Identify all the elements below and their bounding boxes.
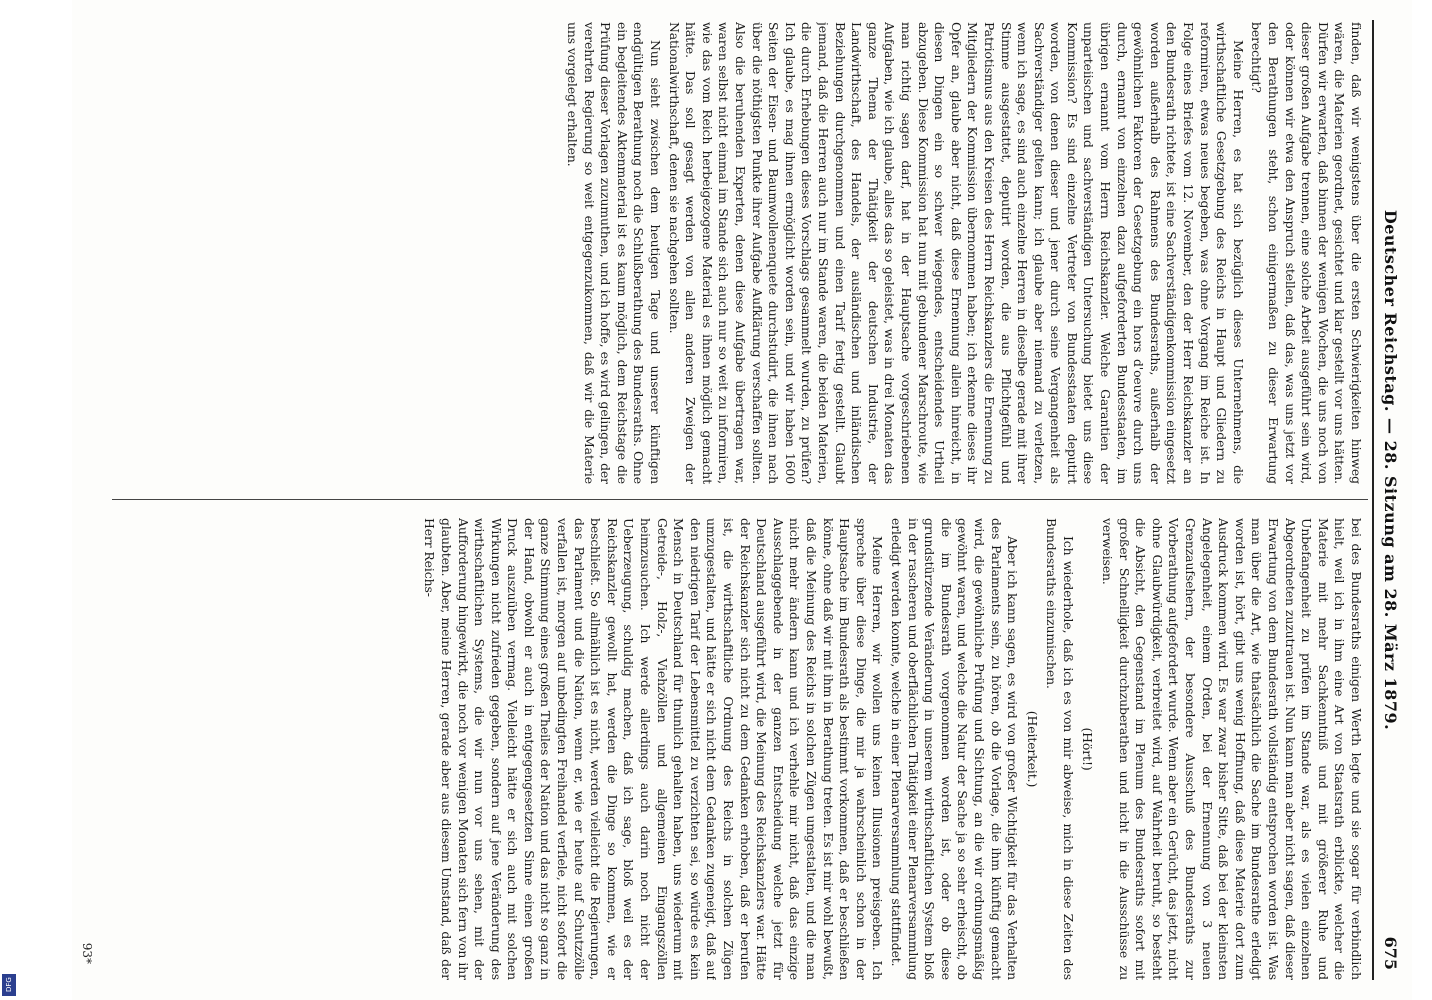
paragraph: finden, daß wir wenigstens über die ersten Schwierigkeiten hinweg wären, die Materien geordnet, gesichtet und klar gestellt vor uns hätten. Dürfen wir erwarten, daß binnen der wenigen Wochen, die uns noch von dieser großen Aufgabe trennen, eine solche Arbeit ausgeführt sein wird, oder können wir etwa den Anspruch stellen, daß das, was uns jetzt vor den Berathungen steht, schon einigermaßen zu dieser Erwartung berechtigt?: [1249, 22, 1364, 484]
newspaper-page: [72, 0, 1412, 1000]
paragraph: Aber ich kann sagen, es wird von großer Wichtigkeit für das Verhalten des Parlaments sein, zu hören, ob die Vorlage, die ihm künftig gemacht wird, die gewöhnliche Prüfung und Sichtung, an die wir ordnungsmäßig gewöhnt waren, und welche die Natur der Sache ja so sehr erheischt, ob die im Bundesrath vorgenommen worden ist, oder ob diese grundstürzende Veränderung in unserem wirthschaftlichen System bloß in der rascheren und oberflächlichen Thätigkeit einer Plenarversammlung erledigt werden konnte, welche in einer Plenarversammlung stattfindet.: [888, 518, 1021, 980]
paragraph: Meine Herren, es hat sich bezüglich dieses Unternehmens, die wirthschaftliche Gesetzgebung des Reichs in Haupt und Gliedern zu reformiren, etwas neues begeben, was ohne Vorgang im Reiche ist. In Folge eines Briefes vom 12. November, den der Herr Reichskanzler an den Bundesrath richtete, ist eine Sachverständigenkommission eingesetzt worden außerhalb des Rahmens des Bundesraths, außerhalb der gewöhnlichen Faktoren der Gesetzgebung ein hors d'oeuvre durch uns durch, ernannt von einzelnen dazu aufgeforderten Bundesstaaten, im übrigen ernannt vom Herrn Reichskanzler. Welche Garantien der unparteiischen und sachverständigen Untersuchung bietet uns diese Kommission? Es sind einzelne Vertreter von Bundesstaaten deputirt worden, von denen dieser und jener durch seine Vergangenheit als Sachverständiger gelten kann; ich glaube aber niemand zu verletzen, wenn ich sage, es sind auch einzelne Herren in dieselbe gerade mit ihrer Stimme ausgestattet, deputirt worden, die aus Pflichtgefühl und Patriotismus aus den Kreisen des Herrn Reichskanzlers die Ernennung zu Mitgliedern der Kommission übernommen haben; ich erkenne dieses ihr Opfer an, glaube aber nicht, daß diese Ernennung allein hinreicht, in diesen Dingen ein so schwer wiegendes, entscheidendes Urtheil abzugeben. Diese Kommission hat nun mit gebundener Marschroute, wie man richtig sagen darf, hat in der Hauptsache vorgeschriebenen Aufgaben, wie ich glaube, alles das so geleistet, was in drei Monaten das ganze Thema der Thätigkeit der deutschen Industrie, der Landwirthschaft, des Handels, der ausländischen und inländischen Beziehungen durchgenommen und einen Tarif fertig gestellt. Glaubt jemand, daß die Herren auch nur im Stande waren, die beiden Materien, die durch Erhebungen dieses Vorschlags gesammelt wurden, zu prüfen? Ich glaube, es mag ihnen ermöglicht worden sein, und wir haben 1600 Seiten der Eisen- und Baumwollenenquete durchstudirt, die ihnen nach über die nöthigsten Punkte ihrer Aufgabe Aufklärung verschaffen sollten. Also die beruhenden Experten, denen diese Aufgabe übertragen war, waren selbst nicht einmal im Stande sich auch nur so weit zu informiren, wie das vom Reich herbeigezogene Material es ihnen möglich gemacht hätte. Das soll gesagt werden von allen anderen Zweigen der Nationalwirthschaft, denen sie nachgehen sollten.: [666, 22, 1246, 484]
running-head: Deutscher Reichstag. — 28. Sitzung am 28. März 1879.: [1381, 209, 1400, 731]
funding-note: [0, 10, 3, 490]
right-column: [112, 518, 1364, 980]
column-divider: [112, 499, 1368, 500]
paragraph: Meine Herren, wir wollen uns keinen Illusionen preisgeben. Ich spreche über diese Dinge, die mir ja wahrscheinlich schon in der Hauptsache im Bundesrath als bestimmt vorkommen, daß er beschließen könne, ohne daß wir mit ihm in Berathung treten. Es ist mir wohl bewußt, daß die Meinung des Reichs in solchen Zügen umgestalten, und die man nicht mehr ändern kann und ich verhehle mir nicht, daß das einzige Ausschlaggebende in der ganzen Entscheidung welche jetzt für Deutschland ausgeführt wird, die Meinung des Reichskanzlers war. Hätte der Reichskanzler sich nicht zu dem Gedanken erhoben, daß er berufen ist, die wirthschaftliche Ordnung des Reichs in solchen Zügen umzugestalten, und hätte er sich nicht dem Gedanken zugeneigt, daß auf den niedrigen Tarif der Lebensmittel zu verzichten sei, so würde es kein Mensch in Deutschland für thunlich gehalten haben, uns wiederum mit Getreide-, Holz-, Viehzöllen und allgemeinen Eingangszöllen heimzusuchen. Ich werde allerdings auch darin noch nicht der Ueberzeugung, schuldig machen, daß ich sage, bloß weil es der Reichskanzler gewollt hat, werden die Dinge so kommen, wie er beschließt. So allmählich ist es nicht, werden vielleicht die Regierungen, das Parlament und die Nation, wenn er, wie er heute auf Schutzzölle verfallen ist, morgen auf unbedingten Freihandel verfiele, nicht sofort die ganze Stimmung eines großen Theiles der Nation und das nicht so ganz in der Hand, obwohl er auch in entgegengesetzten Sinne einen großen Druck auszuüben vermag. Vielleicht hätte er sich auch mit solchen Wirkungen nicht zufrieden gegeben, sondern auf jene Veränderung des wirthschaftlichen Systems, die wir nun vor uns sehen, mit der Aufforderung hingewirkt, die noch vor wenigen Monaten sich fern von ihr glaubten. Aber, meine Herren, gerade aber aus diesem Umstand, daß der Herr Reichs-: [422, 518, 886, 980]
interjection: (Heiterkeit.): [1024, 710, 1040, 788]
digitization-strip: [0, 0, 20, 1000]
header-rule: [1372, 20, 1374, 980]
paragraph: Nun sieht zwischen dem heutigen Tage und unserer künftigen endgültigen Berathung noch die Schlußberathung des Bundesraths. Ohne ein begleitendes Aktenmaterial ist es kaum möglich, dem Reichstage die Prüfung dieser Vorlagen zuzumuthen, und ich hoffe, es wird gelingen, der verehrten Regierung so weit entgegenzukommen, daß wir die Materie uns vorgelegt erhalten.: [565, 22, 664, 484]
left-column: [112, 22, 1364, 484]
paragraph: bei des Bundesraths einigen Werth legte und sie sogar für verbindlich hielt, weil ich in ihm eine Art von Staatsrath erblickte, welcher die Materie mit mehr Sachkenntniß und mit größerer Ruhe und Unbefangenheit zu prüfen im Stande war, als es vielen einzelnen Abgeordneten zuzutrauen ist. Nun kann man aber nicht sagen, daß dieser Erwartung von dem Bundesrath vollständig entsprochen worden ist. Was man über die Art, wie thatsächlich die Sache im Bundesrathe erledigt worden ist, hört, gibt uns wenig Hoffnung, daß diese Materie dort zum Ausdruck kommen wird. Es war zwar bisher Sitte, daß bei der kleinsten Angelegenheit, einem Orden, bei der Ernennung von 3 neuen Grenzaufsehern, der besondere Ausschuß des Bundesraths zur Vorberathung aufgefordert wurde. Wenn aber ein Gerücht, das jetzt, nicht ohne Glaubwürdigkeit, verbreitet wird, auf Wahrheit beruht, so besteht die Absicht, den Gegenstand im Plenum des Bundesraths sofort mit großer Schnelligkeit durchzuberathen und nicht in die Ausschüsse zu verweisen.: [1100, 518, 1364, 980]
dfg-logo: DFG: [2, 974, 16, 996]
paragraph: Ich wiederhole, daß ich es von mir abweise, mich in diese Zeiten des Bundesraths einzumischen.: [1044, 518, 1076, 980]
sheet-signature: 93*: [80, 942, 94, 964]
page-header: [1376, 20, 1402, 980]
page-number: 675: [1381, 936, 1400, 970]
interjection: (Hört!): [1080, 727, 1096, 771]
